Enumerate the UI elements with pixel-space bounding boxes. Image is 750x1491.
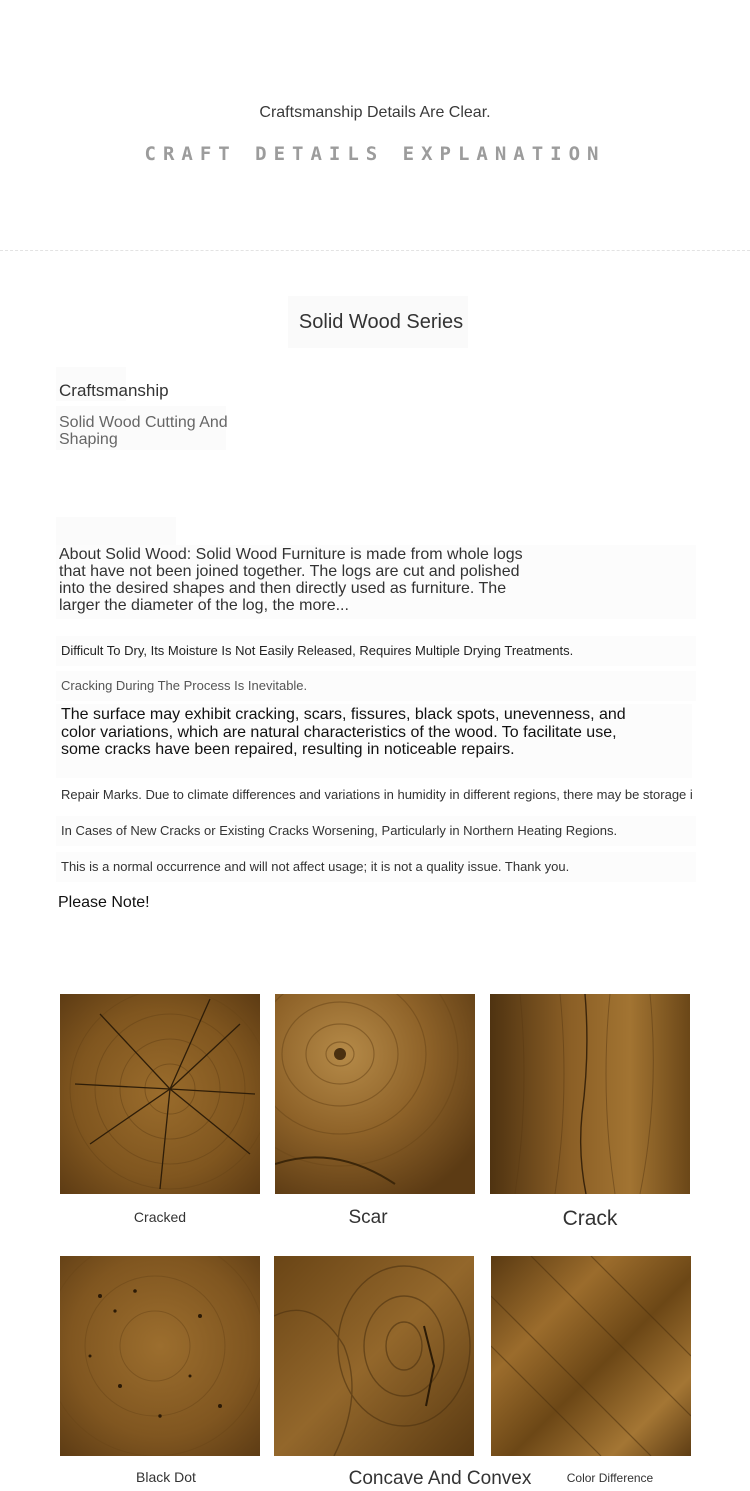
please-note-label: Please Note! xyxy=(58,894,150,911)
about-solid-wood-text: About Solid Wood: Solid Wood Furniture is made from whole logs that have not been joined together. The logs are cut and polished into the desired shapes and then directly used as furniture. The larger the diameter of the log, the more... xyxy=(59,546,523,614)
sample-label-color-difference: Color Difference xyxy=(566,1471,654,1485)
cracking-note: Cracking During The Process Is Inevitable. xyxy=(61,678,308,693)
sample-label-cracked: Cracked xyxy=(133,1209,187,1225)
sample-label-black-dot: Black Dot xyxy=(136,1469,196,1485)
craftsmanship-label: Craftsmanship xyxy=(59,381,169,400)
cracked-wood-icon xyxy=(60,994,260,1194)
heating-note: In Cases of New Cracks or Existing Cracks Worsening, Particularly in Northern Heating Regions. xyxy=(61,823,618,838)
crack-wood-icon xyxy=(490,994,690,1194)
sample-label-crack: Crack xyxy=(562,1207,618,1230)
sample-label-concave-convex: Concave And Convex xyxy=(348,1468,532,1489)
craftsmanship-subtitle: Solid Wood Cutting And Shaping xyxy=(59,414,228,448)
divider xyxy=(0,250,750,251)
scar-wood-icon xyxy=(275,994,475,1194)
section-title: CRAFT DETAILS EXPLANATION xyxy=(144,143,606,165)
sample-label-scar: Scar xyxy=(348,1207,388,1228)
concave-convex-wood-icon xyxy=(274,1256,474,1456)
color-difference-wood-icon xyxy=(491,1256,691,1456)
drying-note: Difficult To Dry, Its Moisture Is Not Easily Released, Requires Multiple Drying Treatments. xyxy=(61,643,574,658)
series-title: Solid Wood Series xyxy=(298,311,464,333)
faint-block xyxy=(56,517,176,545)
black-dot-wood-icon xyxy=(60,1256,260,1456)
repair-note: Repair Marks. Due to climate differences and variations in humidity in different regions, there may be storage i xyxy=(61,787,693,802)
normal-note: This is a normal occurrence and will not affect usage; it is not a quality issue. Thank you. xyxy=(61,859,570,874)
tagline: Craftsmanship Details Are Clear. xyxy=(259,104,491,121)
surface-note: The surface may exhibit cracking, scars, fissures, black spots, unevenness, and color variations, which are natural characteristics of the wood. To facilitate use, some cracks have been repaired, resulting in noticeable repairs. xyxy=(61,706,626,758)
